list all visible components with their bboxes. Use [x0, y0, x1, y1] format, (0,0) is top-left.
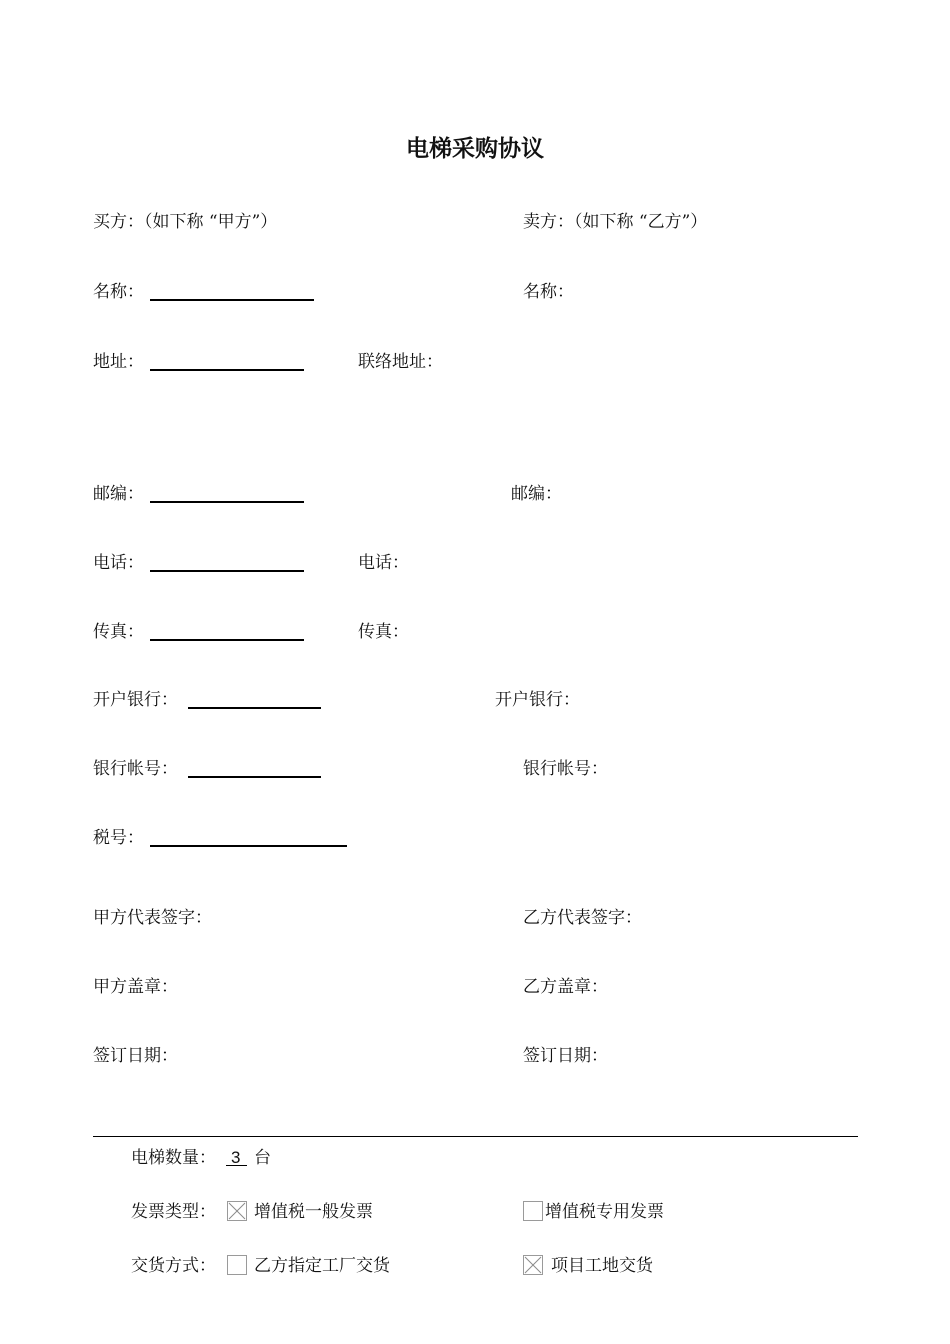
buyer-fax-label: 传真： — [93, 622, 144, 642]
section-divider — [93, 1136, 858, 1137]
seller-name-label: 名称： — [523, 282, 574, 302]
delivery-factory-label: 乙方指定工厂交货 — [254, 1256, 390, 1276]
quantity-underline — [226, 1165, 247, 1166]
seller-date-label: 签订日期： — [523, 1046, 608, 1066]
seller-phone-label: 电话： — [358, 553, 409, 573]
buyer-account-label: 银行帐号： — [93, 759, 178, 779]
delivery-label: 交货方式： — [131, 1256, 216, 1276]
seller-address-label: 联络地址： — [358, 352, 443, 372]
buyer-name-label: 名称： — [93, 282, 144, 302]
delivery-site-label: 项目工地交货 — [551, 1256, 653, 1276]
buyer-postcode-label: 邮编： — [93, 484, 144, 504]
quantity-value[interactable]: 3 — [231, 1148, 241, 1167]
invoice-label: 发票类型： — [131, 1202, 216, 1222]
checkbox-cross-icon — [524, 1256, 542, 1274]
buyer-date-label: 签订日期： — [93, 1046, 178, 1066]
quantity-label: 电梯数量： — [131, 1148, 216, 1168]
checkbox-cross-icon — [228, 1202, 246, 1220]
buyer-bank-field[interactable] — [188, 707, 321, 709]
buyer-postcode-field[interactable] — [150, 501, 304, 503]
quantity-unit: 台 — [254, 1148, 271, 1168]
seller-account-label: 银行帐号： — [523, 759, 608, 779]
buyer-bank-label: 开户银行： — [93, 690, 178, 710]
buyer-account-field[interactable] — [188, 776, 321, 778]
buyer-tax-field[interactable] — [150, 845, 347, 847]
buyer-tax-label: 税号： — [93, 828, 144, 848]
buyer-address-label: 地址： — [93, 352, 144, 372]
invoice-general-checkbox[interactable] — [227, 1201, 247, 1221]
delivery-site-checkbox[interactable] — [523, 1255, 543, 1275]
page-title: 电梯采购协议 — [406, 136, 544, 162]
invoice-general-label: 增值税一般发票 — [254, 1202, 373, 1222]
seller-rep-sign-label: 乙方代表签字： — [523, 908, 642, 928]
seller-heading: 卖方：（如下称 “乙方”） — [523, 212, 708, 232]
delivery-factory-checkbox[interactable] — [227, 1255, 247, 1275]
buyer-seal-label: 甲方盖章： — [93, 977, 178, 997]
buyer-phone-label: 电话： — [93, 553, 144, 573]
buyer-name-field[interactable] — [150, 299, 314, 301]
seller-postcode-label: 邮编： — [511, 484, 562, 504]
buyer-rep-sign-label: 甲方代表签字： — [93, 908, 212, 928]
seller-fax-label: 传真： — [358, 622, 409, 642]
seller-seal-label: 乙方盖章： — [523, 977, 608, 997]
buyer-phone-field[interactable] — [150, 570, 304, 572]
invoice-special-checkbox[interactable] — [523, 1201, 543, 1221]
seller-bank-label: 开户银行： — [495, 690, 580, 710]
buyer-heading: 买方：（如下称 “甲方”） — [93, 212, 278, 232]
buyer-address-field[interactable] — [150, 369, 304, 371]
invoice-special-label: 增值税专用发票 — [545, 1202, 664, 1222]
buyer-fax-field[interactable] — [150, 639, 304, 641]
